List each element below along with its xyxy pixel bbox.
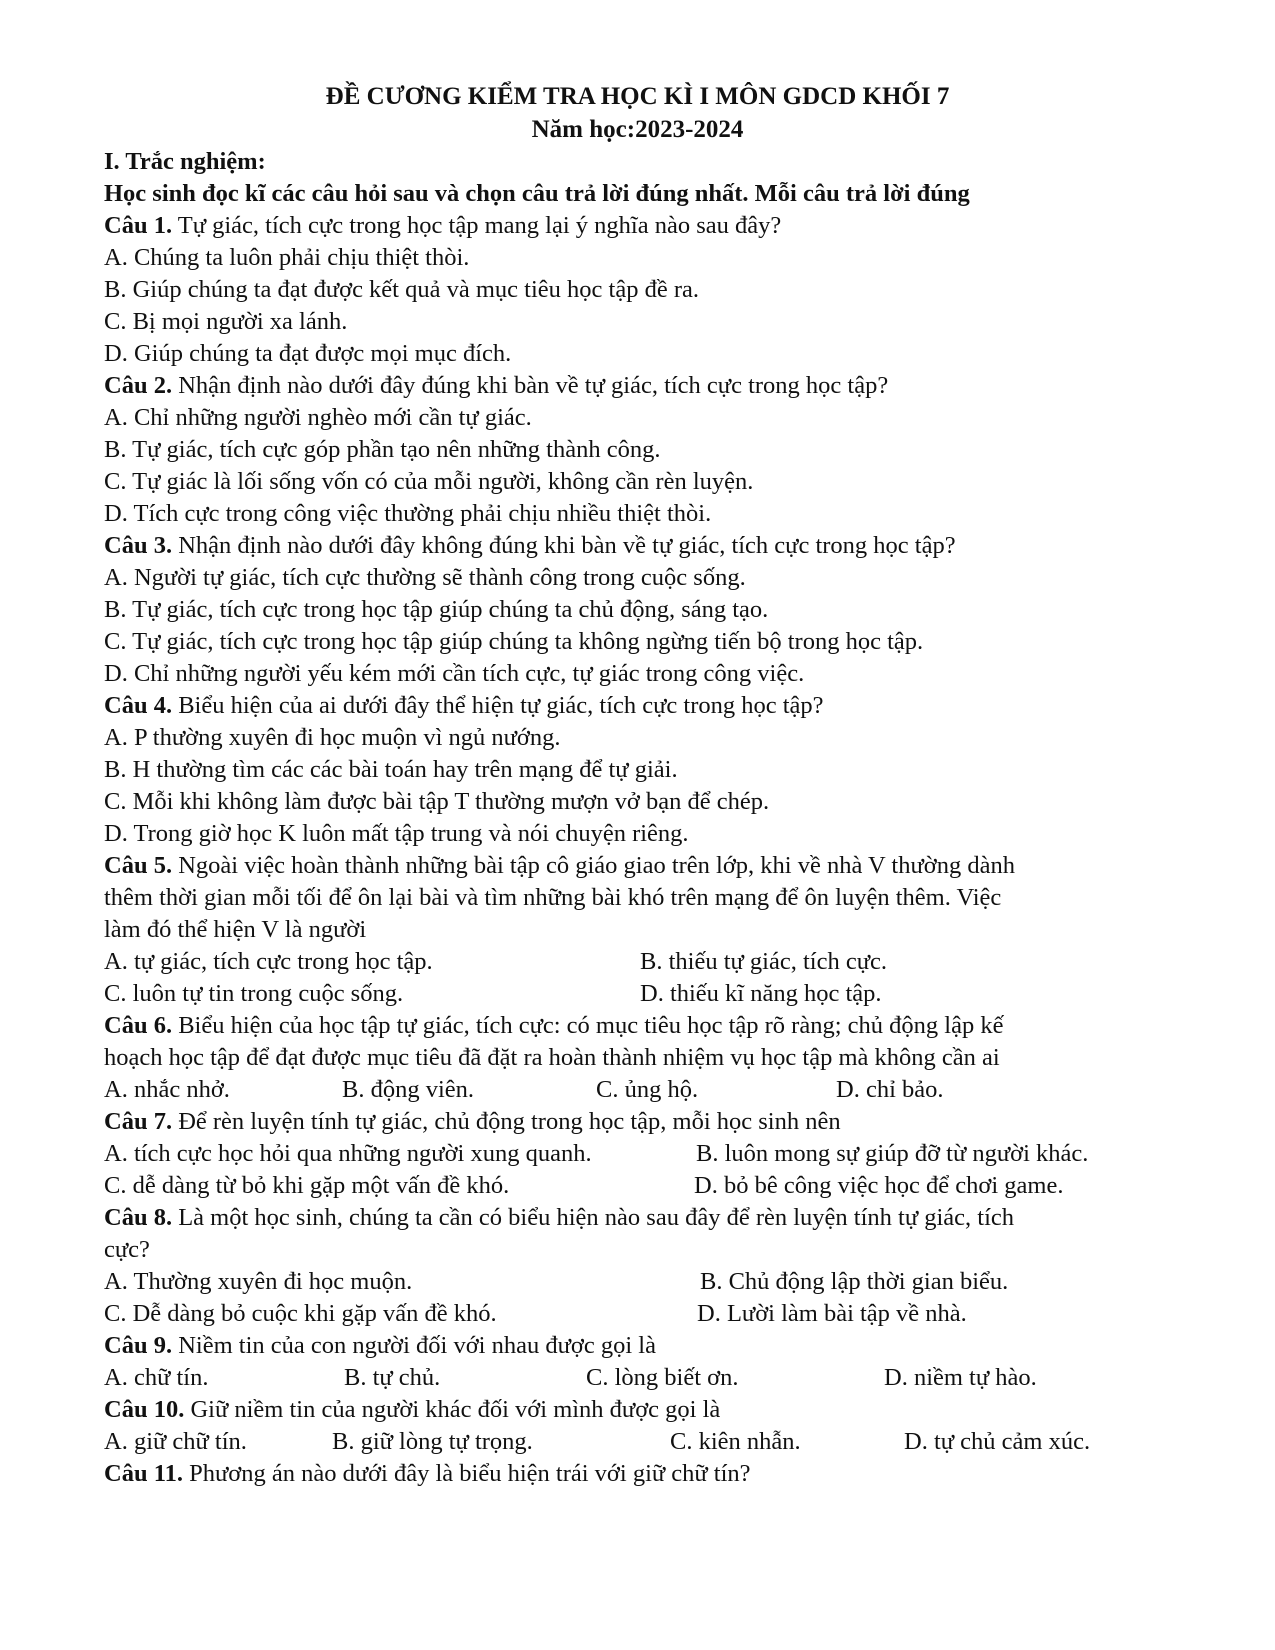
question-label: Câu 9. — [104, 1332, 173, 1359]
option: B. thiếu tự giác, tích cực. — [640, 948, 887, 975]
option: D. bỏ bê công việc học để chơi game. — [694, 1172, 1064, 1199]
option: A. tích cực học hỏi qua những người xung quanh. — [104, 1140, 592, 1167]
option: C. Dễ dàng bỏ cuộc khi gặp vấn đề khó. — [104, 1300, 497, 1327]
option: D. Chỉ những người yếu kém mới cần tích cực, tự giác trong công việc. — [104, 660, 805, 687]
question-label: Câu 3. — [104, 532, 173, 559]
question-label: Câu 10. — [104, 1396, 185, 1423]
question-text: Phương án nào dưới đây là biểu hiện trái với giữ chữ tín? — [182, 1460, 751, 1487]
question-text-cont: làm đó thể hiện V là người — [104, 916, 367, 943]
question-label: Câu 11. — [104, 1460, 183, 1487]
option: D. Trong giờ học K luôn mất tập trung và nói chuyện riêng. — [104, 820, 689, 847]
option: B. luôn mong sự giúp đỡ từ người khác. — [696, 1140, 1089, 1167]
question-text: Ngoài việc hoàn thành những bài tập cô giáo giao trên lớp, khi về nhà V thường dành — [172, 852, 1015, 879]
option: D. niềm tự hào. — [884, 1364, 1037, 1391]
option: A. Thường xuyên đi học muộn. — [104, 1268, 413, 1295]
option: C. luôn tự tin trong cuộc sống. — [104, 980, 404, 1007]
option: A. Người tự giác, tích cực thường sẽ thành công trong cuộc sống. — [104, 564, 746, 591]
question-label: Câu 2. — [104, 372, 173, 399]
question-label: Câu 4. — [104, 692, 173, 719]
question-text: Tự giác, tích cực trong học tập mang lại ý nghĩa nào sau đây? — [172, 212, 782, 239]
option: C. Bị mọi người xa lánh. — [104, 308, 348, 335]
option: A. Chúng ta luôn phải chịu thiệt thòi. — [104, 244, 470, 271]
question-text: Biểu hiện của học tập tự giác, tích cực: có mục tiêu học tập rõ ràng; chủ động lập kế — [172, 1012, 1004, 1039]
option: B. động viên. — [342, 1076, 475, 1103]
option: D. chỉ bảo. — [836, 1076, 944, 1103]
option: A. nhắc nhở. — [104, 1076, 230, 1103]
question-1 — [104, 211, 1204, 241]
question-4 — [104, 691, 1204, 721]
question-text-cont: cực? — [104, 1236, 150, 1263]
school-year: Năm học:2023-2024 — [531, 116, 744, 143]
option: B. Tự giác, tích cực góp phần tạo nên những thành công. — [104, 436, 661, 463]
option: A. Chỉ những người nghèo mới cần tự giác. — [104, 404, 532, 431]
option: A. chữ tín. — [104, 1364, 209, 1391]
option: D. Tích cực trong công việc thường phải chịu nhiều thiệt thòi. — [104, 500, 712, 527]
question-text: Để rèn luyện tính tự giác, chủ động trong học tập, mỗi học sinh nên — [172, 1108, 841, 1135]
option: B. Giúp chúng ta đạt được kết quả và mục tiêu học tập đề ra. — [104, 276, 699, 303]
question-label: Câu 7. — [104, 1108, 173, 1135]
question-label: Câu 1. — [104, 212, 173, 239]
option: D. thiếu kĩ năng học tập. — [640, 980, 882, 1007]
question-label: Câu 5. — [104, 852, 173, 879]
question-2 — [104, 371, 1204, 401]
question-text: Nhận định nào dưới đây không đúng khi bàn về tự giác, tích cực trong học tập? — [172, 532, 956, 559]
question-11 — [104, 1459, 1204, 1489]
option: B. H thường tìm các các bài toán hay trên mạng để tự giải. — [104, 756, 678, 783]
option: D. Giúp chúng ta đạt được mọi mục đích. — [104, 340, 512, 367]
question-5 — [104, 851, 1204, 881]
option: C. ủng hộ. — [596, 1076, 699, 1103]
option: C. dễ dàng từ bỏ khi gặp một vấn đề khó. — [104, 1172, 510, 1199]
option: B. giữ lòng tự trọng. — [332, 1428, 533, 1455]
option: D. tự chủ cảm xúc. — [904, 1428, 1091, 1455]
question-9 — [104, 1331, 1204, 1361]
question-10 — [104, 1395, 1204, 1425]
question-label: Câu 6. — [104, 1012, 173, 1039]
option: B. tự chủ. — [344, 1364, 441, 1391]
option: C. kiên nhẫn. — [670, 1428, 801, 1455]
option: A. tự giác, tích cực trong học tập. — [104, 948, 433, 975]
option: D. Lười làm bài tập về nhà. — [697, 1300, 967, 1327]
question-3 — [104, 531, 1204, 561]
option: A. giữ chữ tín. — [104, 1428, 247, 1455]
question-text: Biểu hiện của ai dưới đây thể hiện tự giác, tích cực trong học tập? — [172, 692, 824, 719]
question-text: Nhận định nào dưới đây đúng khi bàn về tự giác, tích cực trong học tập? — [172, 372, 889, 399]
question-text-cont: thêm thời gian mỗi tối để ôn lại bài và tìm những bài khó trên mạng để ôn luyện thêm. Việc — [104, 884, 1002, 911]
option: B. Tự giác, tích cực trong học tập giúp chúng ta chủ động, sáng tạo. — [104, 596, 769, 623]
question-text: Là một học sinh, chúng ta cần có biểu hiện nào sau đây để rèn luyện tính tự giác, tích — [172, 1204, 1015, 1231]
question-label: Câu 8. — [104, 1204, 173, 1231]
section-heading: I. Trắc nghiệm: — [104, 148, 266, 175]
option: C. Tự giác là lối sống vốn có của mỗi người, không cần rèn luyện. — [104, 468, 754, 495]
option: C. Mỗi khi không làm được bài tập T thường mượn vở bạn để chép. — [104, 788, 770, 815]
question-text: Giữ niềm tin của người khác đối với mình được gọi là — [184, 1396, 721, 1423]
section-instruction: Học sinh đọc kĩ các câu hỏi sau và chọn câu trả lời đúng nhất. Mỗi câu trả lời đúng — [104, 180, 970, 207]
option: C. Tự giác, tích cực trong học tập giúp chúng ta không ngừng tiến bộ trong học tập. — [104, 628, 924, 655]
question-6 — [104, 1011, 1204, 1041]
question-7 — [104, 1107, 1204, 1137]
question-text-cont: hoạch học tập để đạt được mục tiêu đã đặt ra hoàn thành nhiệm vụ học tập mà không cần ai — [104, 1044, 1000, 1071]
question-8 — [104, 1203, 1204, 1233]
option: B. Chủ động lập thời gian biểu. — [700, 1268, 1009, 1295]
option: A. P thường xuyên đi học muộn vì ngủ nướng. — [104, 724, 561, 751]
document-title: ĐỀ CƯƠNG KIỂM TRA HỌC KÌ I MÔN GDCD KHỐI 7 — [325, 83, 950, 110]
question-text: Niềm tin của con người đối với nhau được gọi là — [172, 1332, 656, 1359]
option: C. lòng biết ơn. — [586, 1364, 739, 1391]
